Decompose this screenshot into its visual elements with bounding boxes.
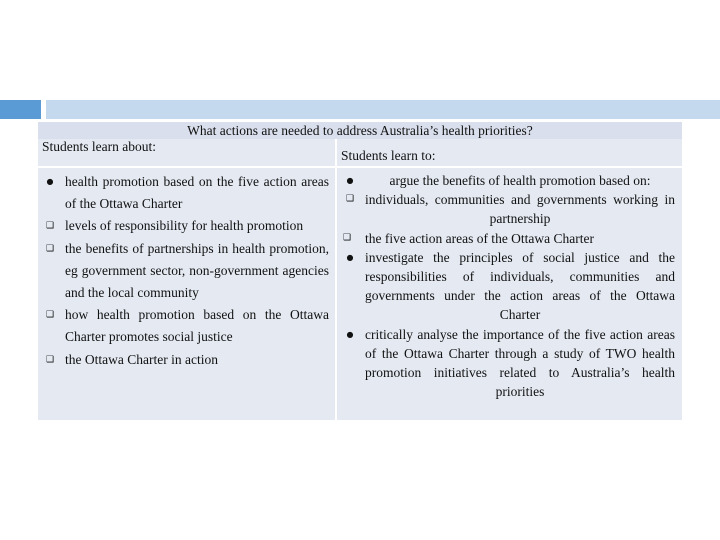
list-item: [45, 304, 329, 348]
dot-icon: ●: [346, 329, 354, 339]
list-item: [45, 215, 329, 237]
list-item: [346, 325, 675, 402]
list-item-text: the benefits of partnerships in health promotion, eg government sector, non-government agencies and the local community: [65, 240, 329, 301]
list-item-text: health promotion based on the five action areas of the Ottawa Charter: [65, 174, 329, 212]
checkbox-icon: ❑: [45, 243, 55, 254]
dot-icon: ●: [346, 252, 354, 262]
list-item: [343, 229, 675, 248]
header-divider: [38, 166, 682, 168]
list-item: [345, 190, 675, 228]
learn-about-list: [45, 171, 329, 371]
list-item: [46, 171, 329, 215]
dot-icon: ●: [346, 176, 354, 185]
list-item: [45, 349, 329, 371]
header-accent-bar: [46, 100, 720, 119]
list-item-text: investigate the principles of social justice and the responsibilities of individuals, communities and governments under the action areas of the Ottawa Charter: [365, 249, 675, 323]
list-item-text: argue the benefits of health promotion based on:: [389, 173, 651, 188]
checkbox-icon: ❑: [45, 310, 55, 321]
list-item: [346, 171, 675, 190]
learn-to-list: [343, 171, 675, 401]
dot-icon: ●: [46, 177, 54, 186]
column-divider: [335, 139, 337, 420]
table-title: What actions are needed to address Australia’s health priorities?: [38, 122, 682, 139]
learn-about-heading: Students learn about:: [42, 139, 156, 154]
checkbox-icon: ❑: [345, 194, 355, 205]
list-item: [346, 248, 675, 325]
header-accent-block: [0, 100, 41, 119]
checkbox-icon: ❑: [45, 221, 55, 232]
list-item-text: critically analyse the importance of the five action areas of the Ottawa Charter through a study of TWO health promotion initiatives related to Australia’s health priorities: [365, 326, 675, 400]
learn-to-heading: Students learn to:: [341, 148, 436, 163]
checkbox-icon: ❑: [45, 354, 55, 365]
list-item-text: individuals, communities and governments working in partnership: [365, 192, 675, 227]
list-item-text: the five action areas of the Ottawa Charter: [365, 230, 595, 246]
checkbox-icon: ❑: [343, 232, 352, 243]
list-item: [45, 238, 329, 305]
syllabus-table: [38, 122, 682, 420]
list-item-text: how health promotion based on the Ottawa Charter promotes social justice: [65, 307, 329, 345]
list-item-text: levels of responsibility for health promotion: [65, 218, 304, 234]
list-item-text: the Ottawa Charter in action: [65, 351, 218, 367]
